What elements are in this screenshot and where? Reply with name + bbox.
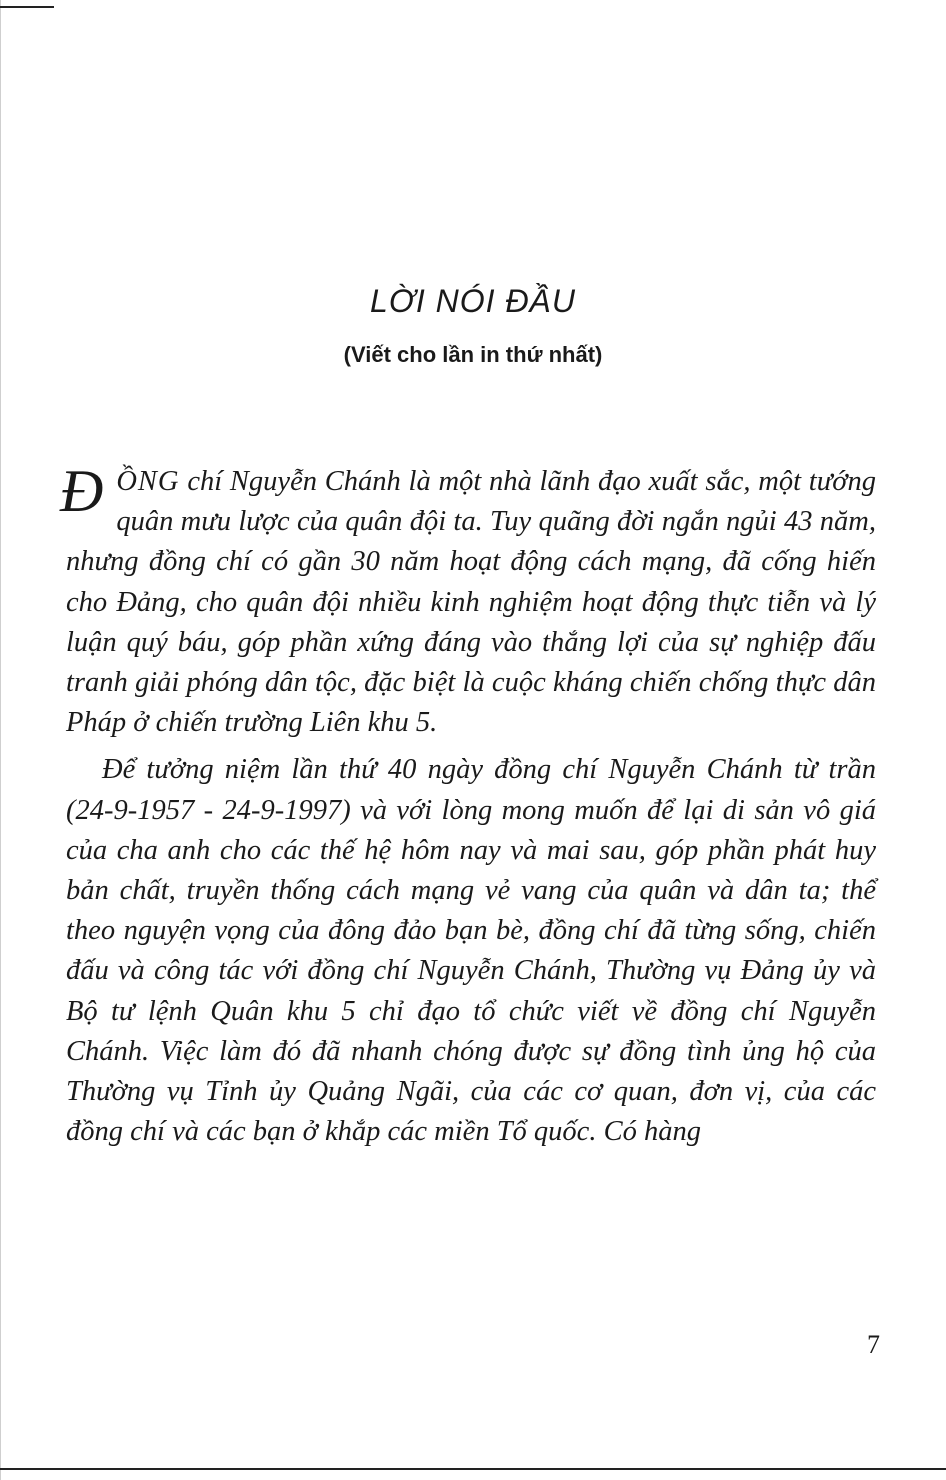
paragraph-1 xyxy=(60,458,876,743)
top-corner-mark xyxy=(0,6,54,8)
page-number: 7 xyxy=(867,1330,880,1359)
body-text xyxy=(60,458,876,1152)
drop-cap: Đ xyxy=(60,458,105,524)
paragraph-2: Để tưởng niệm lần thứ 40 ngày đồng chí Nguyễn Chánh từ trần (24-9-1957 - 24-9-1997) và với lòng mong muốn để lại di sản vô giá của cha anh cho các thế hệ hôm nay và mai sau, góp phần phát huy bản chất, truyền thống cách mạng vẻ vang của quân và dân ta; thể theo nguyện vọng của đông đảo bạn bè, đồng chí đã từng sống, chiến đấu và công tác với đồng chí Nguyễn Chánh, Thường vụ Đảng ủy và Bộ tư lệnh Quân khu 5 chỉ đạo tổ chức viết về đồng chí Nguyễn Chánh. Việc làm đó đã nhanh chóng được sự đồng tình ủng hộ của Thường vụ Tỉnh ủy Quảng Ngãi, của các cơ quan, đơn vị, của các đồng chí và các bạn ở khắp các miền Tổ quốc. Có hàng xyxy=(66,754,876,1148)
page-left-edge xyxy=(0,0,1,1480)
paragraph-1-lead: ỒNG xyxy=(116,466,180,497)
page-title: LỜI NÓI ĐẦU xyxy=(370,283,576,319)
paragraph-1-text: chí Nguyễn Chánh là một nhà lãnh đạo xuất sắc, một tướng quân mưu lược của quân đội ta. Tuy quãng đời ngắn ngủi 43 năm, nhưng đồng chí có gần 30 năm hoạt động cách mạng, đã cống hiến cho Đảng, cho quân đội nhiều kinh nghiệm hoạt động thực tiễn và lý luận quý báu, góp phần xứng đáng vào thắng lợi của sự nghiệp đấu tranh giải phóng dân tộc, đặc biệt là cuộc kháng chiến chống thực dân Pháp ở chiến trường Liên khu 5. xyxy=(66,466,876,739)
bottom-edge-line xyxy=(0,1468,946,1470)
page-subtitle: (Viết cho lần in thứ nhất) xyxy=(343,342,603,367)
